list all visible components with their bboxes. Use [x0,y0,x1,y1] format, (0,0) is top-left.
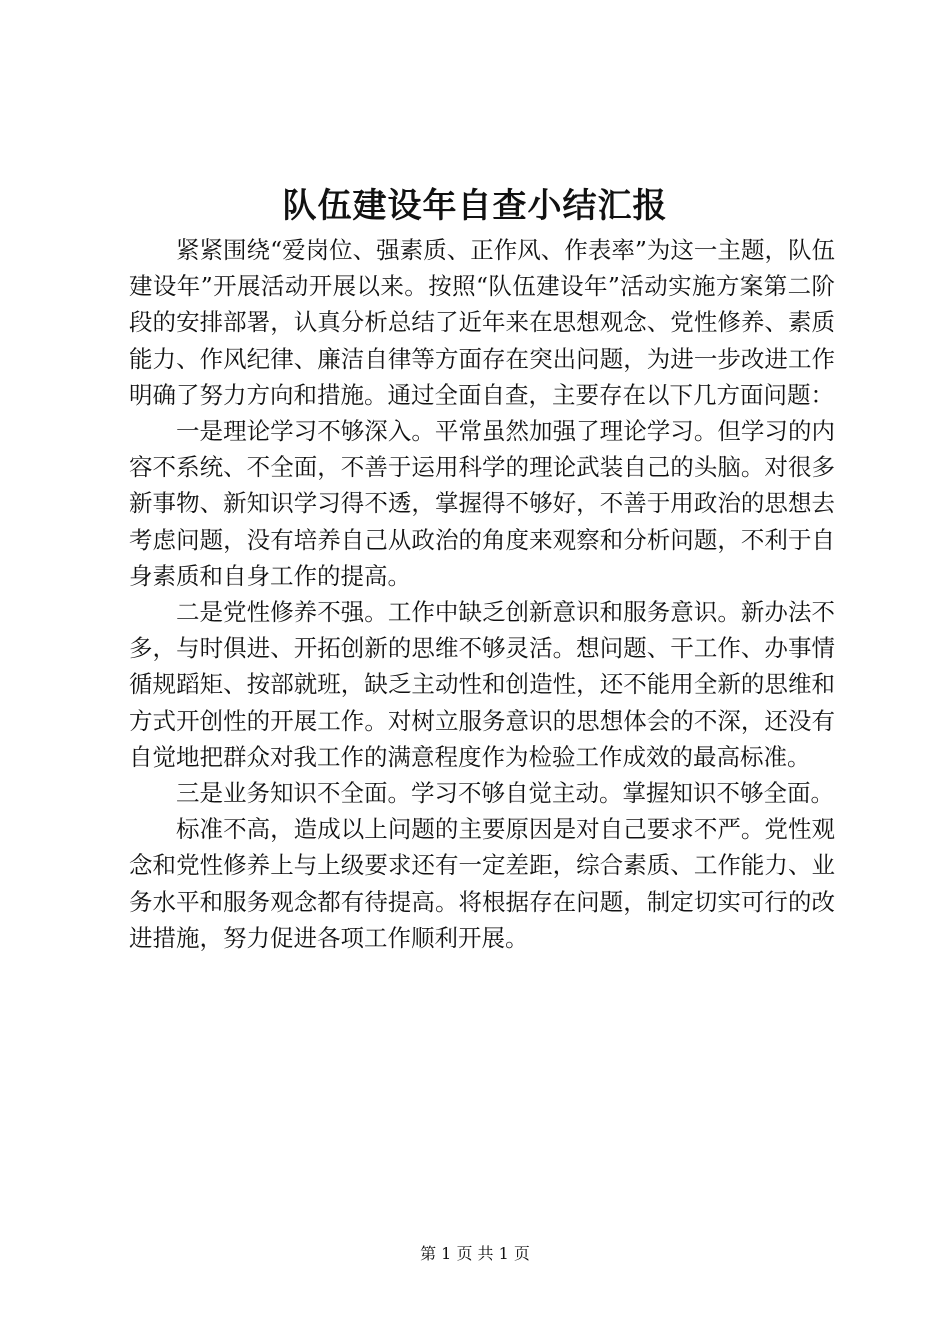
paragraph-intro: 紧紧围绕“爱岗位、强素质、正作风、作表率”为这一主题，队伍建设年”开展活动开展以来。按照“队伍建设年”活动实施方案第二阶段的安排部署，认真分析总结了近年来在思想观念、党性修养、素质能力、作风纪律、廉洁自律等方面存在突出问题，为进一步改进工作明确了努力方向和措施。通过全面自查，主要存在以下几方面问题： [129,236,835,409]
paragraph-conclusion: 标准不高，造成以上问题的主要原因是对自己要求不严。党性观念和党性修养上与上级要求还有一定差距，综合素质、工作能力、业务水平和服务观念都有待提高。将根据存在问题，制定切实可行的改进措施，努力促进各项工作顺利开展。 [129,815,835,952]
paragraph-point-three: 三是业务知识不全面。学习不够自觉主动。掌握知识不够全面。 [176,779,834,808]
document-body [129,232,835,956]
paragraph-point-two: 二是党性修养不强。工作中缺乏创新意识和服务意识。新办法不多，与时俱进、开拓创新的思维不够灵活。想问题、干工作、办事情循规蹈矩、按部就班，缺乏主动性和创造性，还不能用全新的思维和方式开创性的开展工作。对树立服务意识的思想体会的不深，还没有自觉地把群众对我工作的满意程度作为检验工作成效的最高标准。 [129,598,835,771]
document-title: 队伍建设年自查小结汇报 [282,186,668,226]
paragraph-point-one: 一是理论学习不够深入。平常虽然加强了理论学习。但学习的内容不系统、不全面，不善于运用科学的理论武装自己的头脑。对很多新事物、新知识学习得不透，掌握得不够好，不善于用政治的思想去考虑问题，没有培养自己从政治的角度来观察和分析问题，不利于自身素质和自身工作的提高。 [129,417,835,590]
page-number-footer: 第 1 页 共 1 页 [420,1244,530,1263]
